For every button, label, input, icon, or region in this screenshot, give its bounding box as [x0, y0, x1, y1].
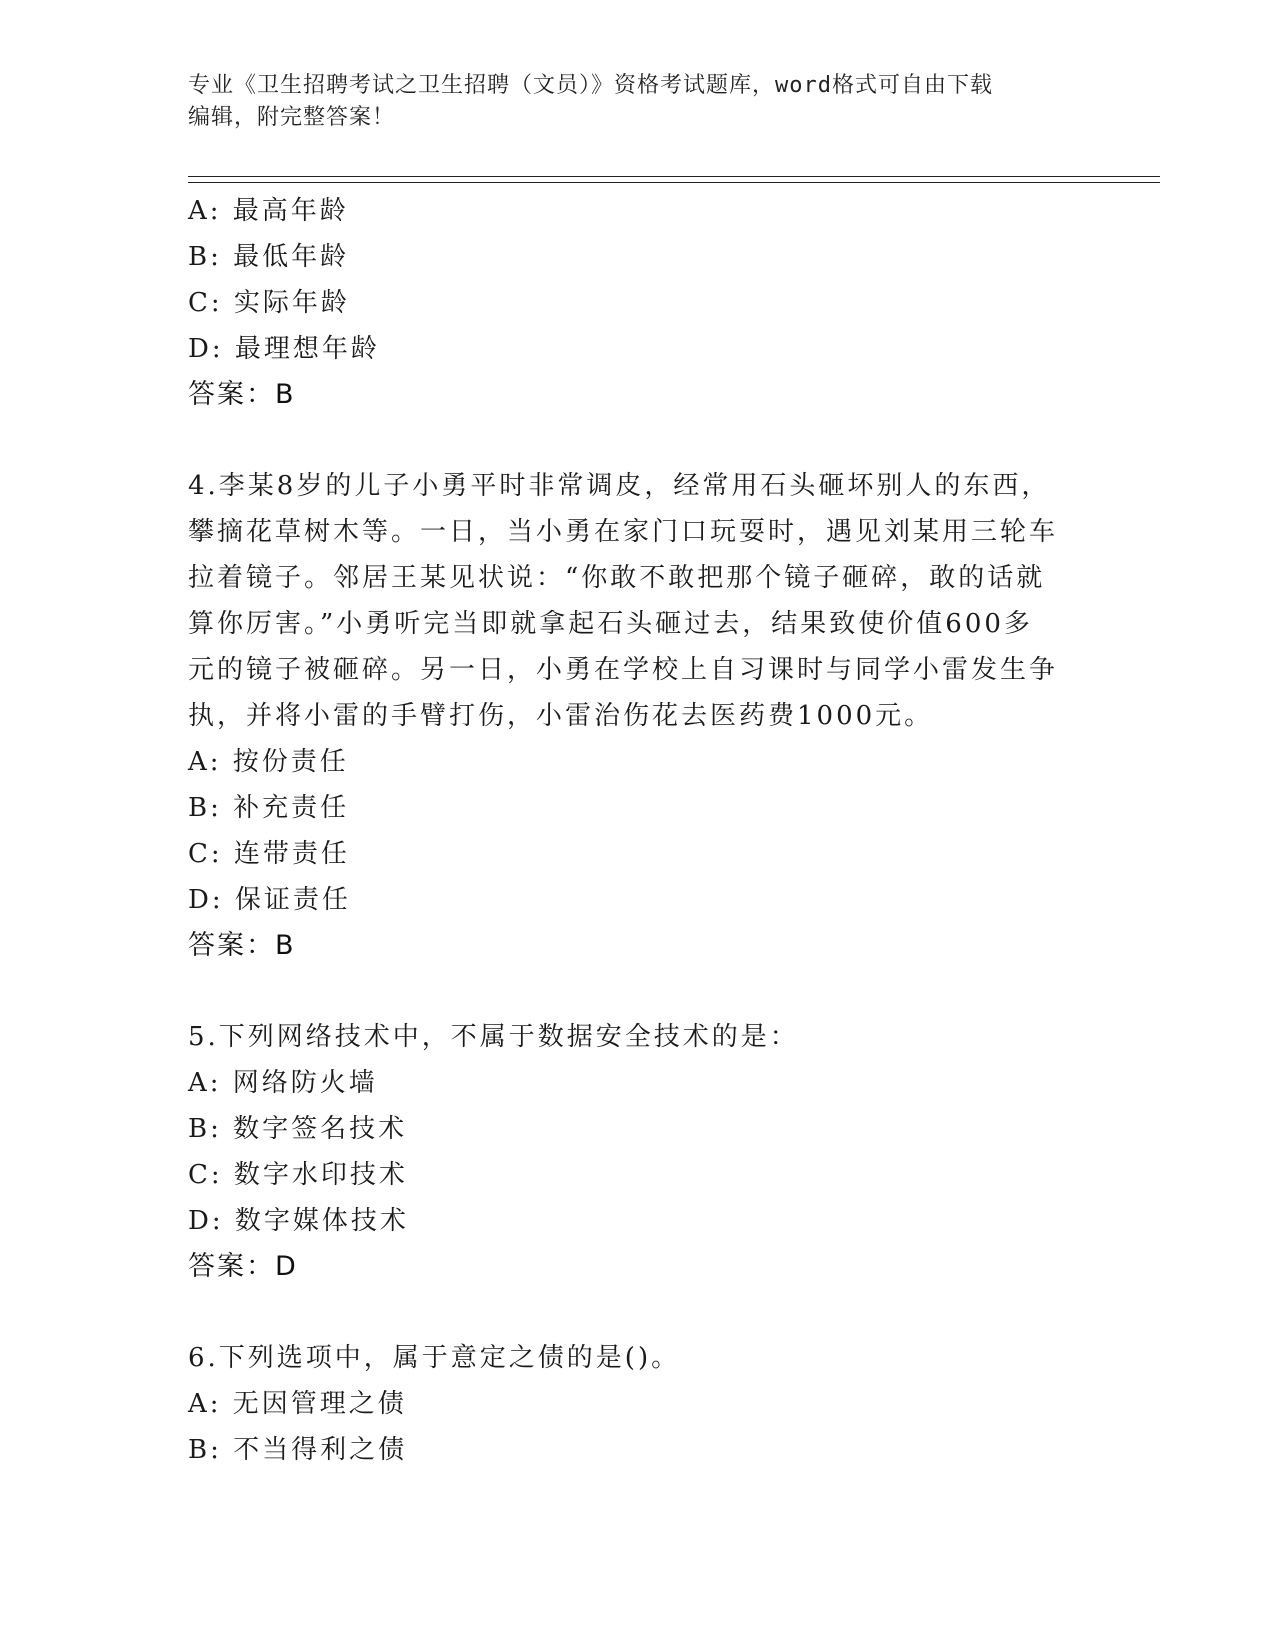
answer: 答案：B	[188, 379, 296, 410]
option-a: A: 按份责任	[188, 747, 349, 777]
question-3-block	[188, 188, 1068, 418]
question-text: 5.下列网络技术中，不属于数据安全技术的是：	[188, 1022, 799, 1052]
option-b: B: 补充责任	[188, 793, 350, 823]
option-a: A: 最高年龄	[188, 196, 349, 226]
question-text-line: 拉着镜子。邻居王某见状说：“你敢不敢把那个镜子砸碎，敢的话就	[188, 563, 1046, 593]
option-c: C: 数字水印技术	[188, 1160, 408, 1190]
option-d: D: 数字媒体技术	[188, 1206, 409, 1236]
option-a: A: 网络防火墙	[188, 1068, 378, 1098]
spacer	[188, 1290, 1068, 1335]
header-line-2: 编辑，附完整答案！	[188, 105, 396, 130]
option-b: B: 数字签名技术	[188, 1114, 408, 1144]
question-text-line: 算你厉害。”小勇听完当即就拿起石头砸过去，结果致使价值600多	[188, 609, 1033, 639]
question-4-block	[188, 463, 1068, 969]
option-a: A: 无因管理之债	[188, 1389, 407, 1419]
answer: 答案：D	[188, 1251, 298, 1282]
question-text-line: 执，并将小雷的手臂打伤，小雷治伤花去医药费1000元。	[188, 701, 934, 731]
option-d: D: 保证责任	[188, 885, 351, 915]
question-text-line: 攀摘花草树木等。一日，当小勇在家门口玩耍时，遇见刘某用三轮车	[188, 517, 1059, 547]
spacer	[188, 969, 1068, 1014]
question-5-block	[188, 1014, 1068, 1290]
header-rule-bottom	[188, 182, 1160, 183]
option-c: C: 连带责任	[188, 839, 350, 869]
header-line-1: 专业《卫生招聘考试之卫生招聘（文员）》资格考试题库，word格式可自由下载	[188, 73, 993, 98]
option-b: B: 不当得利之债	[188, 1435, 408, 1465]
document-body	[188, 188, 1068, 1473]
question-text-line: 4.李某8岁的儿子小勇平时非常调皮，经常用石头砸坏别人的东西，	[188, 471, 1051, 501]
option-c: C: 实际年龄	[188, 288, 350, 318]
spacer	[188, 418, 1068, 463]
answer: 答案：B	[188, 930, 296, 961]
question-text: 6.下列选项中，属于意定之债的是()。	[188, 1343, 681, 1373]
question-text-line: 元的镜子被砸碎。另一日，小勇在学校上自习课时与同学小雷发生争	[188, 655, 1059, 685]
header-rule-top	[188, 176, 1160, 177]
option-b: B: 最低年龄	[188, 242, 350, 272]
option-d: D: 最理想年龄	[188, 334, 380, 364]
question-6-block	[188, 1335, 1068, 1473]
page-header	[188, 70, 1068, 134]
